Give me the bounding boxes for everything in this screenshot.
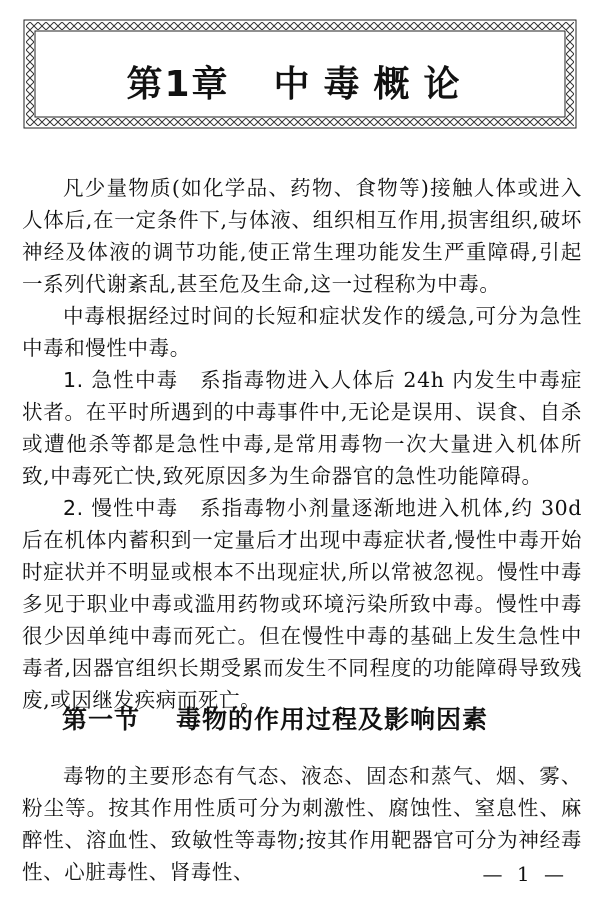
paragraph-definition: 凡少量物质(如化学品、药物、食物等)接触人体或进入人体后,在一定条件下,与体液、组织相互作用,损害组织,破坏神经及体液的调节功能,使正常生理功能发生严重障碍,引起一系列代谢紊乱,甚至危及生命,这一过程称为中毒。 — [22, 176, 582, 296]
paragraph-chronic — [22, 492, 582, 716]
paragraph-acute — [22, 364, 582, 492]
paragraph-classification: 中毒根据经过时间的长短和症状发作的缓急,可分为急性中毒和慢性中毒。 — [22, 304, 582, 360]
chapter-title — [22, 56, 578, 107]
section-heading — [62, 700, 488, 736]
chronic-term: 2. 慢性中毒 — [63, 496, 179, 520]
acute-term: 1. 急性中毒 — [63, 368, 179, 392]
acute-text: 系指毒物进入人体后 24h 内发生中毒症状者。在平时所遇到的中毒事件中,无论是误用、误食、自杀或遭他杀等都是急性中毒,是常用毒物一次大量进入机体所致,中毒死亡快,致死原因多为生命器官的急性功能障碍。 — [22, 368, 582, 488]
chapter-name: 中毒概论 — [273, 64, 474, 105]
chronic-text: 系指毒物小剂量逐渐地进入机体,约 30d 后在机体内蓄积到一定量后才出现中毒症状者,慢性中毒开始时症状并不明显或根本不出现症状,所以常被忽视。慢性中毒多见于职业中毒或滥用药物或环境污染所致中毒。慢性中毒很少因单纯中毒而死亡。但在慢性中毒的基础上发生急性中毒者,因器官组织长期受累而发生不同程度的功能障碍导致残废,或因继发疾病而死亡。 — [22, 496, 582, 712]
page-number-value: 1 — [516, 862, 534, 886]
chapter-number: 第1章 — [126, 64, 230, 105]
section-number: 第一节 — [62, 705, 141, 734]
page-number: — 1 — — [482, 862, 568, 886]
section-name: 毒物的作用过程及影响因素 — [176, 705, 489, 734]
chapter-header-box — [22, 18, 578, 130]
intro-text — [22, 172, 582, 716]
paragraph-forms: 毒物的主要形态有气态、液态、固态和蒸气、烟、雾、粉尘等。按其作用性质可分为刺激性、腐蚀性、窒息性、麻醉性、溶血性、致敏性等毒物;按其作用靶器官可分为神经毒性、心脏毒性、肾毒性、 — [22, 764, 582, 884]
